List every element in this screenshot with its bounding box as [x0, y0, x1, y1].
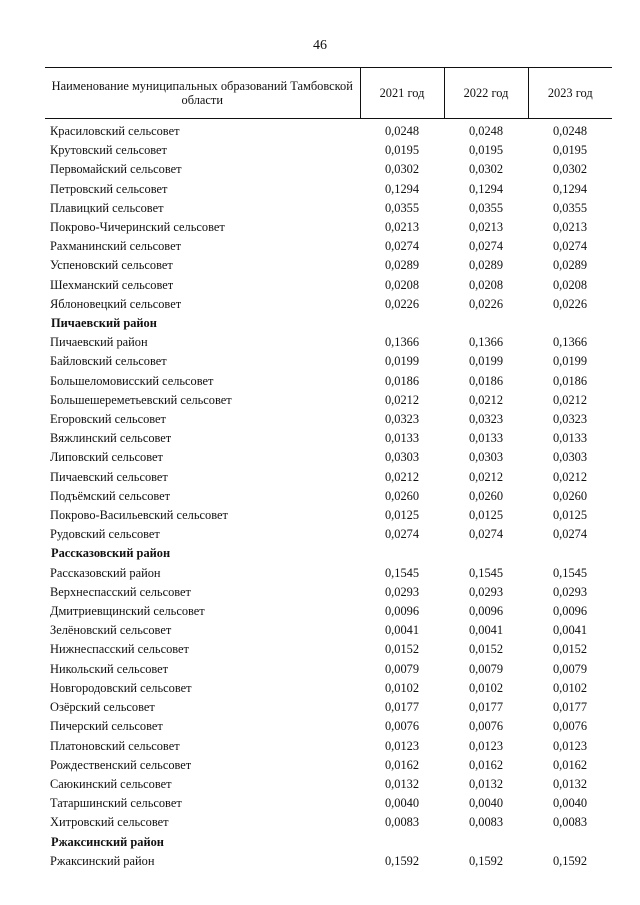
- value-2022: 0,0132: [468, 776, 504, 791]
- value-2021: 0,0125: [384, 508, 420, 523]
- table-row: [45, 602, 612, 621]
- value-2023: 0,0041: [552, 623, 588, 638]
- value-2021: 0,0199: [384, 354, 420, 369]
- table-row: [45, 564, 612, 583]
- value-2021: 0,0079: [384, 661, 420, 676]
- value-2022: 0,0162: [468, 757, 504, 772]
- value-2023: 0,0152: [552, 642, 588, 657]
- table-row: [45, 160, 612, 179]
- municipality-name: Рассказовский район: [50, 565, 161, 580]
- value-2023: 0,0076: [552, 719, 588, 734]
- municipality-name: Большешереметьевский сельсовет: [50, 392, 232, 407]
- value-2021: 0,0323: [384, 412, 420, 427]
- district-heading: Рассказовский район: [51, 546, 171, 561]
- table-row: [45, 640, 612, 659]
- value-2023: 0,0274: [552, 239, 588, 254]
- value-2022: 0,0102: [468, 680, 504, 695]
- value-2021: 0,1294: [384, 181, 420, 196]
- value-2023: 0,1294: [552, 181, 588, 196]
- municipality-name: Пичаевский район: [50, 335, 148, 350]
- value-2022: 0,0293: [468, 584, 504, 599]
- municipality-name: Покрово-Чичеринский сельсовет: [50, 220, 225, 235]
- table-row: [45, 448, 612, 467]
- municipality-name: Новгородовский сельсовет: [50, 680, 192, 695]
- value-2023: 0,0177: [552, 700, 588, 715]
- municipality-name: Егоровский сельсовет: [50, 412, 166, 427]
- municipality-name: Зелёновский сельсовет: [50, 623, 172, 638]
- value-2022: 0,0226: [468, 296, 504, 311]
- value-2021: 0,1366: [384, 335, 420, 350]
- municipality-name: Байловский сельсовет: [50, 354, 167, 369]
- value-2022: 0,0260: [468, 488, 504, 503]
- value-2022: 0,0208: [468, 277, 504, 292]
- value-2023: 0,0199: [552, 354, 588, 369]
- value-2021: 0,0162: [384, 757, 420, 772]
- value-2022: 0,0289: [468, 258, 504, 273]
- value-2022: 0,0274: [468, 527, 504, 542]
- table-header-row: [45, 68, 612, 119]
- municipality-name: Татаршинский сельсовет: [50, 796, 182, 811]
- value-2023: 0,0260: [552, 488, 588, 503]
- value-2021: 0,0289: [384, 258, 420, 273]
- value-2021: 0,0302: [384, 162, 420, 177]
- table-row: [45, 468, 612, 487]
- page-number: 46: [313, 38, 327, 53]
- value-2021: 0,0123: [384, 738, 420, 753]
- value-2023: 0,1366: [552, 335, 588, 350]
- municipality-name: Шехманский сельсовет: [50, 277, 174, 292]
- value-2021: 0,0260: [384, 488, 420, 503]
- value-2022: 0,0096: [468, 604, 504, 619]
- value-2021: 0,0355: [384, 200, 420, 215]
- value-2023: 0,0212: [552, 392, 588, 407]
- value-2022: 0,0079: [468, 661, 504, 676]
- table-row: [45, 352, 612, 371]
- value-2021: 0,0274: [384, 239, 420, 254]
- municipality-name: Ржаксинский район: [50, 853, 155, 868]
- value-2023: 0,0274: [552, 527, 588, 542]
- district-heading-row: [45, 833, 612, 852]
- value-2022: 0,0040: [468, 796, 504, 811]
- value-2021: 0,0186: [384, 373, 420, 388]
- value-2023: 0,0303: [552, 450, 588, 465]
- municipality-name: Пичерский сельсовет: [50, 719, 163, 734]
- table-row: [45, 218, 612, 237]
- value-2023: 0,0293: [552, 584, 588, 599]
- value-2023: 0,0096: [552, 604, 588, 619]
- value-2022: 0,0076: [468, 719, 504, 734]
- value-2022: 0,0212: [468, 392, 504, 407]
- table-body: [45, 119, 612, 871]
- value-2021: 0,0132: [384, 776, 420, 791]
- value-2022: 0,0133: [468, 431, 504, 446]
- table-row: [45, 141, 612, 160]
- value-2021: 0,0076: [384, 719, 420, 734]
- table-row: [45, 119, 612, 142]
- municipality-name: Рудовский сельсовет: [50, 527, 160, 542]
- value-2022: 0,0213: [468, 220, 504, 235]
- table-row: [45, 276, 612, 295]
- value-2021: 0,0293: [384, 584, 420, 599]
- value-2023: 0,0132: [552, 776, 588, 791]
- municipality-name: Верхнеспасский сельсовет: [50, 584, 191, 599]
- value-2021: 0,1545: [384, 565, 420, 580]
- table-row: [45, 256, 612, 275]
- value-2022: 0,1545: [468, 565, 504, 580]
- value-2021: 0,0303: [384, 450, 420, 465]
- value-2021: 0,0213: [384, 220, 420, 235]
- value-2022: 0,0274: [468, 239, 504, 254]
- table-row: [45, 621, 612, 640]
- value-2022: 0,0323: [468, 412, 504, 427]
- table-row: [45, 737, 612, 756]
- data-table: [45, 67, 612, 871]
- value-2022: 0,0177: [468, 700, 504, 715]
- district-heading: Ржаксинский район: [51, 834, 164, 849]
- header-municipality: Наименование муниципальных образований Тамбовской области: [45, 68, 360, 119]
- table-row: [45, 525, 612, 544]
- municipality-name: Крутовский сельсовет: [50, 143, 167, 158]
- municipality-name: Яблоновецкий сельсовет: [50, 296, 182, 311]
- district-heading: Пичаевский район: [51, 316, 157, 331]
- table-row: [45, 756, 612, 775]
- value-2022: 0,0199: [468, 354, 504, 369]
- value-2021: 0,0248: [384, 124, 420, 138]
- value-2021: 0,0177: [384, 700, 420, 715]
- value-2023: 0,0040: [552, 796, 588, 811]
- value-2021: 0,0226: [384, 296, 420, 311]
- table-row: [45, 372, 612, 391]
- value-2023: 0,0323: [552, 412, 588, 427]
- value-2021: 0,0195: [384, 143, 420, 158]
- table-row: [45, 698, 612, 717]
- value-2023: 0,0123: [552, 738, 588, 753]
- value-2023: 0,0208: [552, 277, 588, 292]
- value-2022: 0,0212: [468, 469, 504, 484]
- municipality-name: Дмитриевщинский сельсовет: [50, 604, 205, 619]
- value-2023: 0,0083: [552, 815, 588, 830]
- value-2021: 0,1592: [384, 853, 420, 868]
- value-2022: 0,1294: [468, 181, 504, 196]
- table-row: [45, 717, 612, 736]
- header-year-2022: 2022 год: [444, 68, 528, 119]
- table-row: [45, 333, 612, 352]
- table-row: [45, 775, 612, 794]
- district-heading-row: [45, 314, 612, 333]
- value-2022: 0,0041: [468, 623, 504, 638]
- municipality-name: Пичаевский сельсовет: [50, 469, 168, 484]
- value-2023: 0,0186: [552, 373, 588, 388]
- value-2021: 0,0041: [384, 623, 420, 638]
- municipality-name: Успеновский сельсовет: [50, 258, 173, 273]
- value-2022: 0,0123: [468, 738, 504, 753]
- value-2022: 0,1592: [468, 853, 504, 868]
- table-row: [45, 506, 612, 525]
- table-row: [45, 794, 612, 813]
- municipality-name: Нижнеспасский сельсовет: [50, 642, 189, 657]
- value-2021: 0,0152: [384, 642, 420, 657]
- value-2023: 0,0125: [552, 508, 588, 523]
- municipality-name: Рахманинский сельсовет: [50, 239, 181, 254]
- value-2022: 0,0303: [468, 450, 504, 465]
- value-2021: 0,0208: [384, 277, 420, 292]
- value-2023: 0,0302: [552, 162, 588, 177]
- value-2023: 0,0079: [552, 661, 588, 676]
- table-row: [45, 237, 612, 256]
- value-2023: 0,0289: [552, 258, 588, 273]
- table-row: [45, 199, 612, 218]
- value-2022: 0,0302: [468, 162, 504, 177]
- value-2022: 0,0195: [468, 143, 504, 158]
- value-2021: 0,0133: [384, 431, 420, 446]
- value-2023: 0,1545: [552, 565, 588, 580]
- municipality-name: Саюкинский сельсовет: [50, 776, 172, 791]
- municipality-name: Хитровский сельсовет: [50, 815, 169, 830]
- table-row: [45, 429, 612, 448]
- value-2023: 0,1592: [552, 853, 588, 868]
- value-2021: 0,0212: [384, 469, 420, 484]
- district-heading-row: [45, 544, 612, 563]
- municipality-name: Большеломовисский сельсовет: [50, 373, 214, 388]
- value-2023: 0,0195: [552, 143, 588, 158]
- value-2023: 0,0226: [552, 296, 588, 311]
- value-2022: 0,0152: [468, 642, 504, 657]
- municipality-name: Рождественский сельсовет: [50, 757, 192, 772]
- municipality-name: Покрово-Васильевский сельсовет: [50, 508, 228, 523]
- value-2021: 0,0102: [384, 680, 420, 695]
- value-2021: 0,0096: [384, 604, 420, 619]
- value-2023: 0,0133: [552, 431, 588, 446]
- table-row: [45, 410, 612, 429]
- municipality-name: Липовский сельсовет: [50, 450, 163, 465]
- value-2022: 0,0186: [468, 373, 504, 388]
- municipality-name: Подъёмский сельсовет: [50, 488, 171, 503]
- value-2021: 0,0083: [384, 815, 420, 830]
- value-2022: 0,0125: [468, 508, 504, 523]
- value-2023: 0,0162: [552, 757, 588, 772]
- value-2021: 0,0274: [384, 527, 420, 542]
- value-2023: 0,0212: [552, 469, 588, 484]
- table-row: [45, 180, 612, 199]
- header-year-2021: 2021 год: [360, 68, 444, 119]
- value-2022: 0,1366: [468, 335, 504, 350]
- table-row: [45, 295, 612, 314]
- municipality-name: Вяжлинский сельсовет: [50, 431, 172, 446]
- table-row: [45, 679, 612, 698]
- value-2021: 0,0040: [384, 796, 420, 811]
- value-2023: 0,0355: [552, 200, 588, 215]
- table-row: [45, 487, 612, 506]
- value-2022: 0,0083: [468, 815, 504, 830]
- table-row: [45, 813, 612, 832]
- value-2022: 0,0355: [468, 200, 504, 215]
- value-2023: 0,0213: [552, 220, 588, 235]
- municipality-name: Плавицкий сельсовет: [50, 200, 164, 215]
- table-row: [45, 391, 612, 410]
- municipality-name: Петровский сельсовет: [50, 181, 168, 196]
- header-year-2023: 2023 год: [528, 68, 612, 119]
- municipality-name: Озёрский сельсовет: [50, 700, 155, 715]
- value-2022: 0,0248: [468, 124, 504, 138]
- value-2023: 0,0248: [552, 124, 588, 138]
- table-row: [45, 852, 612, 871]
- municipality-name: Платоновский сельсовет: [50, 738, 180, 753]
- value-2023: 0,0102: [552, 680, 588, 695]
- table-row: [45, 583, 612, 602]
- municipality-name: Первомайский сельсовет: [50, 162, 182, 177]
- table-row: [45, 660, 612, 679]
- municipality-name: Красиловский сельсовет: [50, 124, 180, 138]
- municipality-name: Никольский сельсовет: [50, 661, 169, 676]
- value-2021: 0,0212: [384, 392, 420, 407]
